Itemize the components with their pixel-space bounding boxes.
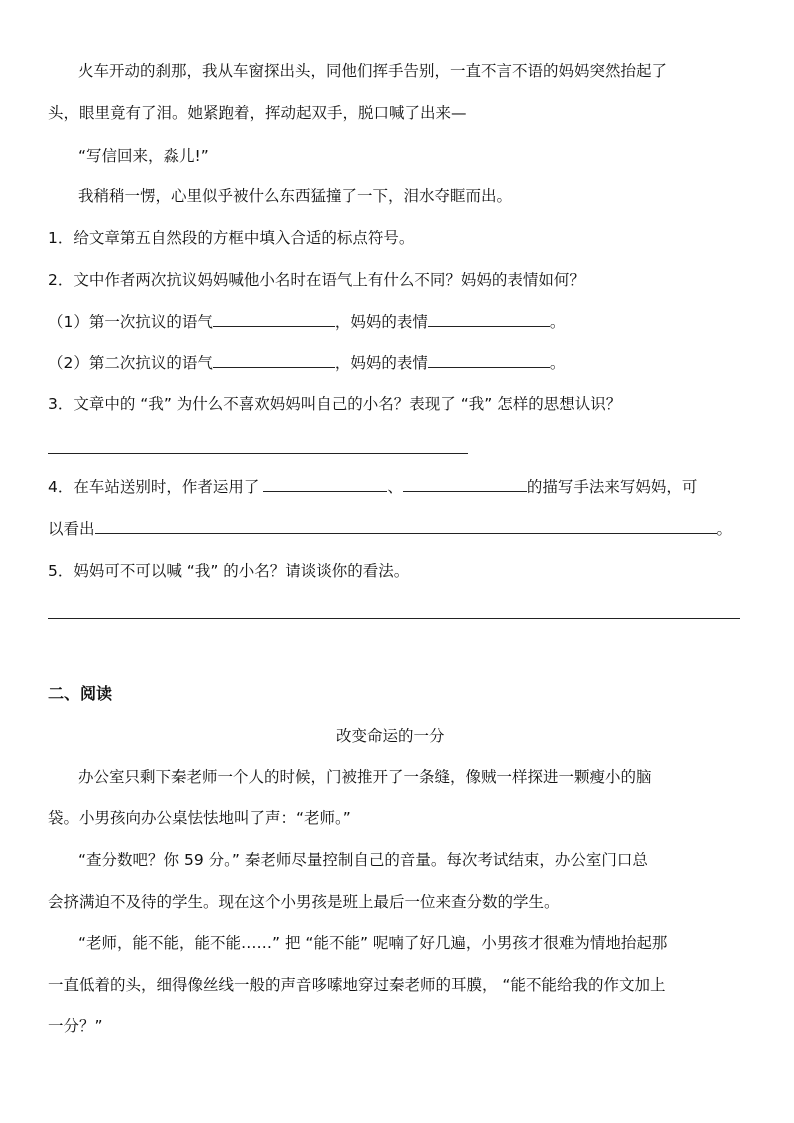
question-2-2-blank-tone[interactable] — [213, 353, 335, 368]
question-2-2 — [48, 353, 565, 373]
question-2-1 — [48, 312, 565, 332]
question-2-1-mid: ，妈妈的表情 — [334, 313, 428, 331]
question-4-blank-1[interactable] — [263, 477, 387, 492]
question-2-2-end: 。 — [549, 354, 566, 372]
question-4-continuation: 以看出 — [48, 520, 95, 538]
question-4-blank-2[interactable] — [403, 477, 527, 492]
question-2-2-prefix: （2）第二次抗议的语气 — [48, 354, 213, 372]
question-2: 2．文中作者两次抗议妈妈喊他小名时在语气上有什么不同？妈妈的表情如何？ — [48, 271, 585, 289]
question-3-answer-line[interactable] — [48, 453, 468, 454]
passage1-paragraph2: “写信回来，淼儿!” — [78, 147, 209, 165]
question-4-blank-conclusion[interactable] — [95, 519, 717, 534]
passage2-paragraph2-line1: “查分数吧？你 59 分。” 秦老师尽量控制自己的音量。每次考试结束，办公室门口总 — [78, 851, 648, 869]
question-2-2-blank-expression[interactable] — [428, 353, 550, 368]
question-2-1-prefix: （1）第一次抗议的语气 — [48, 313, 213, 331]
passage2-paragraph3-line3: 一分？” — [48, 1017, 103, 1035]
passage2-paragraph3-line1: “老师，能不能，能不能……” 把 “能不能” 呢喃了好几遍，小男孩才很难为情地抬起那 — [78, 934, 668, 952]
passage-title: 改变命运的一分 — [336, 727, 445, 745]
question-5-answer-line[interactable] — [48, 618, 740, 619]
question-2-1-blank-expression[interactable] — [428, 312, 550, 327]
question-2-1-end: 。 — [549, 313, 566, 331]
question-2-1-blank-tone[interactable] — [213, 312, 335, 327]
question-2-2-mid: ，妈妈的表情 — [334, 354, 428, 372]
passage2-paragraph3-line2: 一直低着的头，细得像丝线一般的声音哆嗦地穿过秦老师的耳膜， “能不能给我的作文加上 — [48, 976, 666, 994]
passage1-paragraph1-line2: 头，眼里竟有了泪。她紧跑着，挥动起双手，脱口喊了出来— — [48, 104, 467, 122]
passage2-paragraph1-line1: 办公室只剩下秦老师一个人的时候，门被推开了一条缝，像贼一样探进一颗瘦小的脑 — [78, 768, 652, 786]
passage1-paragraph1-line1: 火车开动的刹那，我从车窗探出头，同他们挥手告别，一直不言不语的妈妈突然抬起了 — [78, 62, 668, 80]
passage2-paragraph1-line2: 袋。小男孩向办公桌怯怯地叫了声：“老师。” — [48, 809, 351, 827]
question-4-suffix: 的描写手法来写妈妈，可 — [526, 478, 698, 496]
passage1-paragraph3: 我稍稍一愣，心里似乎被什么东西猛撞了一下，泪水夺眶而出。 — [78, 187, 513, 205]
question-4-prefix: 4．在车站送别时，作者运用了 — [48, 478, 260, 496]
question-1: 1．给文章第五自然段的方框中填入合适的标点符号。 — [48, 229, 415, 247]
section-heading: 二、阅读 — [48, 684, 113, 703]
passage2-paragraph2-line2: 会挤满迫不及待的学生。现在这个小男孩是班上最后一位来查分数的学生。 — [48, 893, 560, 911]
question-4-end: 。 — [716, 520, 733, 538]
question-3: 3．文章中的 “我” 为什么不喜欢妈妈叫自己的小名？表现了 “我” 怎样的思想认识？ — [48, 395, 622, 413]
question-4-separator: 、 — [387, 478, 403, 496]
question-5: 5．妈妈可不可以喊 “我” 的小名？请谈谈你的看法。 — [48, 562, 410, 580]
question-4-line2 — [48, 519, 732, 539]
question-4-line1 — [48, 477, 697, 497]
